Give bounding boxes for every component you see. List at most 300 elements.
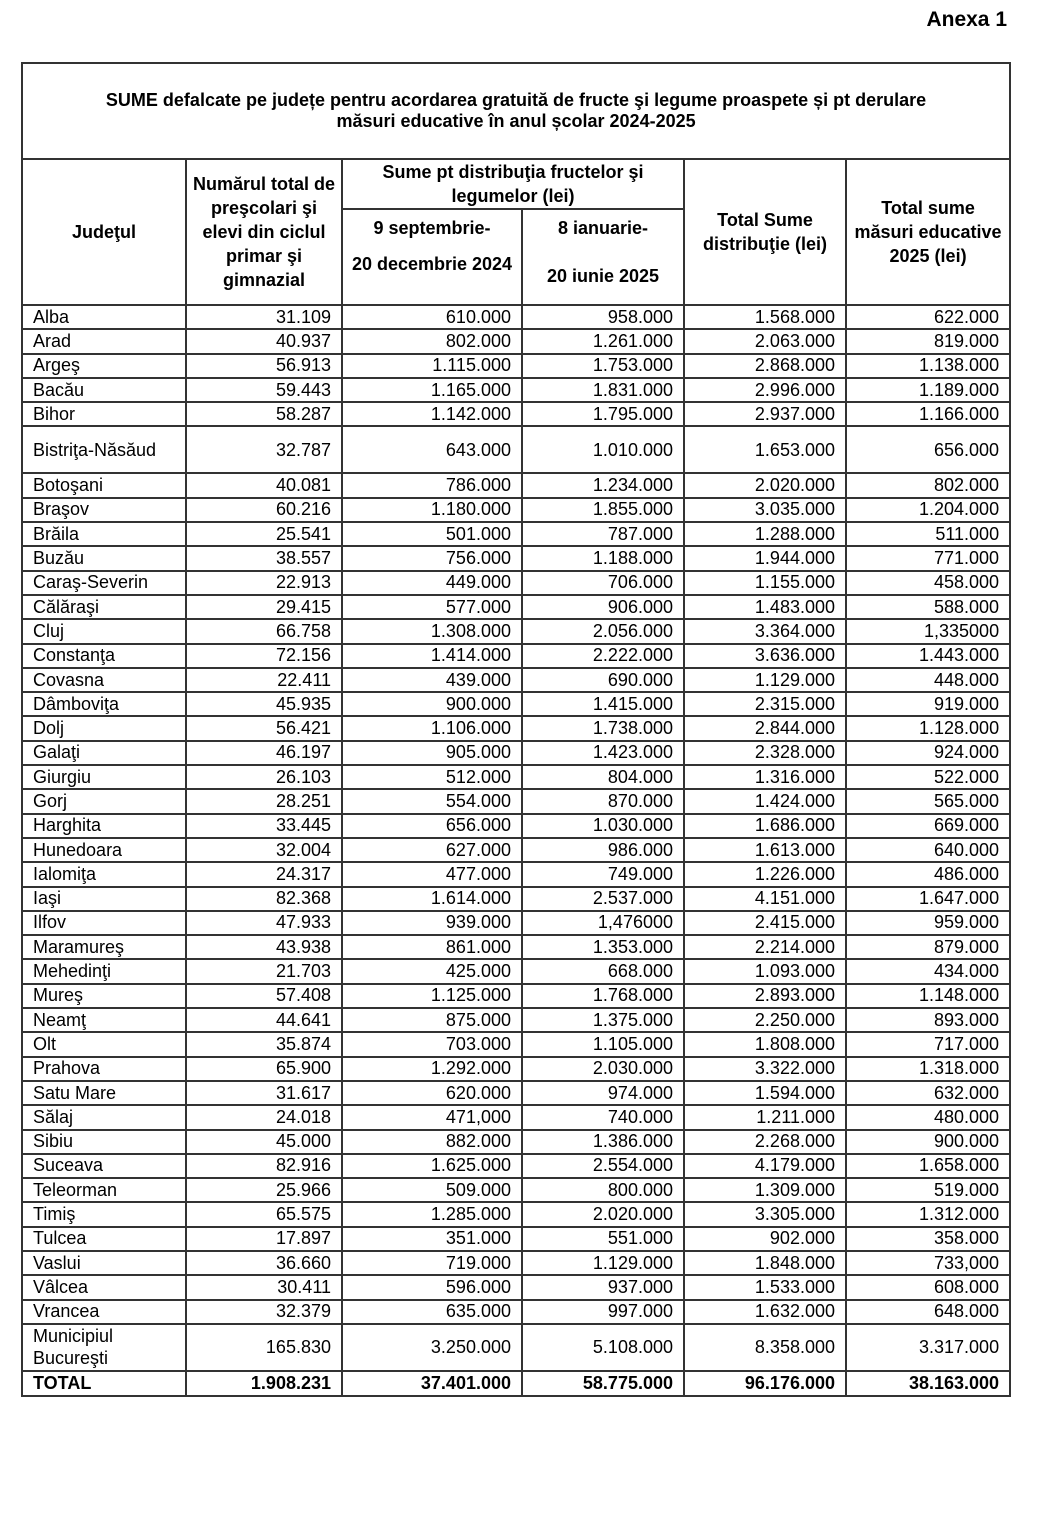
cell-county: Iaşi [22,887,186,911]
cell-edu: 733,000 [846,1251,1010,1275]
table-row [22,984,1010,1008]
cell-total: 2.250.000 [684,1008,846,1032]
cell-total: 2.996.000 [684,378,846,402]
cell-p2: 1.423.000 [522,741,684,765]
cell-students: 29.415 [186,595,342,619]
cell-p1: 610.000 [342,305,522,329]
cell-edu: 1.647.000 [846,887,1010,911]
cell-edu: 358.000 [846,1227,1010,1251]
cell-p2: 1.738.000 [522,716,684,740]
cell-p2: 906.000 [522,595,684,619]
cell-students: 21.703 [186,959,342,983]
cell-county: Botoşani [22,473,186,497]
cell-students: 24.317 [186,862,342,886]
cell-students: 30.411 [186,1275,342,1299]
cell-county: Maramureş [22,935,186,959]
cell-p2: 690.000 [522,668,684,692]
cell-p2: 800.000 [522,1178,684,1202]
cell-p1: 1.106.000 [342,716,522,740]
header-period-2-start: 8 ianuarie- [557,218,649,238]
cell-students: 165.830 [186,1324,342,1371]
cell-p1: 1.180.000 [342,498,522,522]
cell-total: 1.093.000 [684,959,846,983]
table-row [22,935,1010,959]
cell-p2: 1,476000 [522,911,684,935]
cell-county: Călăraşi [22,595,186,619]
cell-p1: 471,000 [342,1105,522,1129]
cell-total: 3.364.000 [684,619,846,643]
cell-edu: 434.000 [846,959,1010,983]
cell-total: 2.063.000 [684,329,846,353]
table-row [22,911,1010,935]
table-row [22,716,1010,740]
cell-p1: 577.000 [342,595,522,619]
cell-county: Brăila [22,522,186,546]
cell-county: Vâlcea [22,1275,186,1299]
header-total-distribution: Total Sume distribuţie (lei) [684,159,846,305]
cell-students: 31.109 [186,305,342,329]
cell-total: 1.211.000 [684,1105,846,1129]
cell-p2: 1.795.000 [522,402,684,426]
allocation-table [21,62,1011,1397]
table-row [22,862,1010,886]
cell-total: 4.151.000 [684,887,846,911]
cell-county: Sălaj [22,1105,186,1129]
cell-total: 1.309.000 [684,1178,846,1202]
table-row [22,1032,1010,1056]
cell-p1: 1.625.000 [342,1154,522,1178]
cell-edu: 1,335000 [846,619,1010,643]
cell-p1: 1.115.000 [342,354,522,378]
cell-p1: 1.165.000 [342,378,522,402]
cell-county: Prahova [22,1057,186,1081]
cell-county: Dâmboviţa [22,692,186,716]
cell-edu: 640.000 [846,838,1010,862]
table-row [22,329,1010,353]
cell-edu: 1.318.000 [846,1057,1010,1081]
cell-p2: 1.855.000 [522,498,684,522]
cell-p1: 501.000 [342,522,522,546]
cell-total: 1.568.000 [684,305,846,329]
cell-students: 22.913 [186,571,342,595]
table-row [22,402,1010,426]
cell-total: 3.305.000 [684,1202,846,1226]
cell-students: 33.445 [186,814,342,838]
total-row [22,1371,1010,1396]
cell-p1: 596.000 [342,1275,522,1299]
cell-p2: 974.000 [522,1081,684,1105]
cell-edu: 1.166.000 [846,402,1010,426]
cell-county: Hunedoara [22,838,186,862]
table-row [22,1202,1010,1226]
cell-p1: 900.000 [342,692,522,716]
cell-p1: 620.000 [342,1081,522,1105]
cell-edu: 519.000 [846,1178,1010,1202]
cell-students: 58.287 [186,402,342,426]
cell-p1: 1.308.000 [342,619,522,643]
cell-students: 43.938 [186,935,342,959]
cell-students: 44.641 [186,1008,342,1032]
table-row [22,1300,1010,1324]
cell-county: TOTAL [22,1371,186,1396]
cell-total: 2.844.000 [684,716,846,740]
table-row [22,354,1010,378]
table-row [22,1105,1010,1129]
cell-p1: 643.000 [342,426,522,473]
cell-p1: 425.000 [342,959,522,983]
cell-p2: 668.000 [522,959,684,983]
cell-total: 1.808.000 [684,1032,846,1056]
cell-students: 31.617 [186,1081,342,1105]
cell-edu: 480.000 [846,1105,1010,1129]
cell-edu: 511.000 [846,522,1010,546]
cell-county: Bacău [22,378,186,402]
cell-p2: 1.375.000 [522,1008,684,1032]
cell-edu: 522.000 [846,765,1010,789]
cell-students: 25.541 [186,522,342,546]
cell-students: 40.937 [186,329,342,353]
table-row [22,426,1010,473]
cell-p2: 1.030.000 [522,814,684,838]
cell-p2: 937.000 [522,1275,684,1299]
table-title [22,63,1010,159]
cell-edu: 1.443.000 [846,644,1010,668]
cell-edu: 448.000 [846,668,1010,692]
cell-edu: 1.128.000 [846,716,1010,740]
cell-p1: 635.000 [342,1300,522,1324]
cell-edu: 919.000 [846,692,1010,716]
cell-p1: 1.142.000 [342,402,522,426]
cell-p2: 958.000 [522,305,684,329]
cell-edu: 656.000 [846,426,1010,473]
cell-students: 17.897 [186,1227,342,1251]
header-distribution-group: Sume pt distribuţia fructelor şi legumelor (lei) [342,159,684,209]
table-row [22,1130,1010,1154]
cell-p1: 449.000 [342,571,522,595]
cell-county: Constanţa [22,644,186,668]
cell-county: Bistriţa-Năsăud [22,426,186,473]
cell-edu: 1.148.000 [846,984,1010,1008]
cell-students: 32.004 [186,838,342,862]
cell-p1: 509.000 [342,1178,522,1202]
cell-total: 1.653.000 [684,426,846,473]
cell-p2: 787.000 [522,522,684,546]
cell-total: 1.155.000 [684,571,846,595]
cell-edu: 924.000 [846,741,1010,765]
cell-students: 65.900 [186,1057,342,1081]
cell-p1: 861.000 [342,935,522,959]
cell-students: 45.935 [186,692,342,716]
cell-students: 82.368 [186,887,342,911]
table-row [22,1178,1010,1202]
table-row [22,1057,1010,1081]
cell-p1: 512.000 [342,765,522,789]
header-county: Judeţul [22,159,186,305]
cell-p1: 875.000 [342,1008,522,1032]
cell-p2: 2.030.000 [522,1057,684,1081]
cell-p2: 2.020.000 [522,1202,684,1226]
cell-p2: 58.775.000 [522,1371,684,1396]
cell-students: 25.966 [186,1178,342,1202]
cell-p1: 905.000 [342,741,522,765]
cell-students: 40.081 [186,473,342,497]
cell-p2: 2.222.000 [522,644,684,668]
cell-p2: 997.000 [522,1300,684,1324]
cell-edu: 819.000 [846,329,1010,353]
cell-edu: 717.000 [846,1032,1010,1056]
cell-county: Timiş [22,1202,186,1226]
cell-students: 36.660 [186,1251,342,1275]
cell-p1: 439.000 [342,668,522,692]
cell-edu: 669.000 [846,814,1010,838]
cell-total: 1.613.000 [684,838,846,862]
cell-p2: 1.105.000 [522,1032,684,1056]
cell-county: Covasna [22,668,186,692]
cell-p1: 882.000 [342,1130,522,1154]
cell-total: 2.214.000 [684,935,846,959]
table-row [22,1154,1010,1178]
table-row [22,887,1010,911]
cell-county: Vrancea [22,1300,186,1324]
cell-total: 1.288.000 [684,522,846,546]
cell-p1: 3.250.000 [342,1324,522,1371]
cell-edu: 486.000 [846,862,1010,886]
cell-total: 1.226.000 [684,862,846,886]
table-row [22,595,1010,619]
cell-p2: 1.768.000 [522,984,684,1008]
cell-edu: 802.000 [846,473,1010,497]
table-row [22,473,1010,497]
cell-county: Olt [22,1032,186,1056]
cell-p1: 37.401.000 [342,1371,522,1396]
header-total-educational: Total sume măsuri educative 2025 (lei) [846,159,1010,305]
cell-p1: 1.125.000 [342,984,522,1008]
cell-students: 56.421 [186,716,342,740]
table-row [22,644,1010,668]
cell-county: Sibiu [22,1130,186,1154]
cell-p1: 627.000 [342,838,522,862]
header-period-2 [522,209,684,305]
table-row [22,378,1010,402]
cell-p2: 1.234.000 [522,473,684,497]
cell-county: Alba [22,305,186,329]
table-row [22,692,1010,716]
table-row [22,1081,1010,1105]
cell-total: 1.129.000 [684,668,846,692]
cell-p2: 1.261.000 [522,329,684,353]
table-row [22,1227,1010,1251]
cell-students: 65.575 [186,1202,342,1226]
cell-county: Arad [22,329,186,353]
cell-total: 1.594.000 [684,1081,846,1105]
cell-p1: 703.000 [342,1032,522,1056]
table-row [22,1324,1010,1371]
cell-county: Caraş-Severin [22,571,186,595]
cell-county: Vaslui [22,1251,186,1275]
cell-edu: 588.000 [846,595,1010,619]
annex-label: Anexa 1 [926,8,1007,31]
cell-edu: 38.163.000 [846,1371,1010,1396]
cell-total: 2.328.000 [684,741,846,765]
cell-p1: 756.000 [342,546,522,570]
cell-county: Ialomiţa [22,862,186,886]
cell-county: Tulcea [22,1227,186,1251]
cell-p2: 1.831.000 [522,378,684,402]
cell-county: Mureş [22,984,186,1008]
cell-p1: 1.614.000 [342,887,522,911]
table-row [22,305,1010,329]
cell-total: 1.483.000 [684,595,846,619]
cell-county: Satu Mare [22,1081,186,1105]
cell-p2: 1.010.000 [522,426,684,473]
cell-p1: 656.000 [342,814,522,838]
cell-total: 1.686.000 [684,814,846,838]
table-row [22,741,1010,765]
cell-total: 1.944.000 [684,546,846,570]
header-students: Numărul total de preşcolari şi elevi din ciclul primar şi gimnazial [186,159,342,305]
cell-students: 1.908.231 [186,1371,342,1396]
cell-county: Ilfov [22,911,186,935]
cell-edu: 879.000 [846,935,1010,959]
cell-edu: 959.000 [846,911,1010,935]
cell-p2: 1.188.000 [522,546,684,570]
cell-p1: 1.414.000 [342,644,522,668]
cell-students: 46.197 [186,741,342,765]
header-period-1-start: 9 septembrie- [373,218,491,238]
cell-p2: 749.000 [522,862,684,886]
cell-total: 2.868.000 [684,354,846,378]
cell-p2: 2.537.000 [522,887,684,911]
cell-total: 3.322.000 [684,1057,846,1081]
title-line-1: SUME defalcate pe județe pentru acordarea gratuită de fructe şi legume proaspete și pt derulare [105,90,927,110]
header-period-1-end: 20 decembrie 2024 [351,254,513,274]
cell-county: Argeş [22,354,186,378]
table-row [22,789,1010,813]
cell-students: 45.000 [186,1130,342,1154]
cell-students: 32.379 [186,1300,342,1324]
cell-total: 1.424.000 [684,789,846,813]
cell-county: Mehedinţi [22,959,186,983]
cell-students: 47.933 [186,911,342,935]
cell-p2: 1.129.000 [522,1251,684,1275]
cell-county: Dolj [22,716,186,740]
cell-p2: 706.000 [522,571,684,595]
cell-p2: 2.056.000 [522,619,684,643]
cell-county: Municipiul Bucureşti [22,1324,186,1371]
cell-total: 2.937.000 [684,402,846,426]
cell-students: 24.018 [186,1105,342,1129]
table-row [22,1008,1010,1032]
cell-students: 26.103 [186,765,342,789]
cell-p2: 804.000 [522,765,684,789]
cell-edu: 1.204.000 [846,498,1010,522]
cell-edu: 632.000 [846,1081,1010,1105]
cell-p1: 802.000 [342,329,522,353]
cell-p2: 1.415.000 [522,692,684,716]
cell-p1: 1.285.000 [342,1202,522,1226]
cell-students: 32.787 [186,426,342,473]
cell-county: Teleorman [22,1178,186,1202]
cell-county: Bihor [22,402,186,426]
cell-students: 72.156 [186,644,342,668]
cell-total: 2.893.000 [684,984,846,1008]
title-line-2: măsuri educative în anul școlar 2024-2025 [336,111,696,131]
cell-total: 8.358.000 [684,1324,846,1371]
cell-p2: 2.554.000 [522,1154,684,1178]
cell-total: 2.315.000 [684,692,846,716]
cell-edu: 622.000 [846,305,1010,329]
cell-county: Suceava [22,1154,186,1178]
cell-edu: 900.000 [846,1130,1010,1154]
cell-edu: 1.312.000 [846,1202,1010,1226]
table-row [22,668,1010,692]
cell-edu: 458.000 [846,571,1010,595]
cell-p1: 939.000 [342,911,522,935]
cell-students: 59.443 [186,378,342,402]
table-row [22,619,1010,643]
table-row [22,814,1010,838]
cell-p1: 477.000 [342,862,522,886]
table-row [22,959,1010,983]
cell-total: 1.632.000 [684,1300,846,1324]
cell-p1: 786.000 [342,473,522,497]
cell-students: 82.916 [186,1154,342,1178]
cell-p2: 5.108.000 [522,1324,684,1371]
cell-total: 1.848.000 [684,1251,846,1275]
cell-p2: 551.000 [522,1227,684,1251]
cell-county: Galaţi [22,741,186,765]
cell-p1: 1.292.000 [342,1057,522,1081]
cell-p2: 1.753.000 [522,354,684,378]
cell-total: 2.415.000 [684,911,846,935]
cell-total: 3.035.000 [684,498,846,522]
cell-total: 1.316.000 [684,765,846,789]
header-period-2-end: 20 iunie 2025 [546,266,660,286]
cell-edu: 3.317.000 [846,1324,1010,1371]
table-row [22,571,1010,595]
cell-county: Braşov [22,498,186,522]
cell-p2: 870.000 [522,789,684,813]
cell-students: 28.251 [186,789,342,813]
cell-total: 1.533.000 [684,1275,846,1299]
cell-p2: 740.000 [522,1105,684,1129]
cell-edu: 893.000 [846,1008,1010,1032]
table-row [22,838,1010,862]
cell-county: Cluj [22,619,186,643]
cell-edu: 1.189.000 [846,378,1010,402]
cell-students: 38.557 [186,546,342,570]
cell-p2: 1.386.000 [522,1130,684,1154]
cell-total: 2.020.000 [684,473,846,497]
cell-total: 902.000 [684,1227,846,1251]
cell-students: 35.874 [186,1032,342,1056]
table-row [22,522,1010,546]
cell-county: Buzău [22,546,186,570]
table-row [22,546,1010,570]
cell-edu: 648.000 [846,1300,1010,1324]
cell-students: 56.913 [186,354,342,378]
cell-students: 66.758 [186,619,342,643]
cell-p1: 554.000 [342,789,522,813]
cell-county: Neamţ [22,1008,186,1032]
cell-edu: 1.658.000 [846,1154,1010,1178]
cell-total: 4.179.000 [684,1154,846,1178]
cell-students: 57.408 [186,984,342,1008]
table-row [22,498,1010,522]
cell-p2: 1.353.000 [522,935,684,959]
cell-total: 2.268.000 [684,1130,846,1154]
cell-county: Harghita [22,814,186,838]
